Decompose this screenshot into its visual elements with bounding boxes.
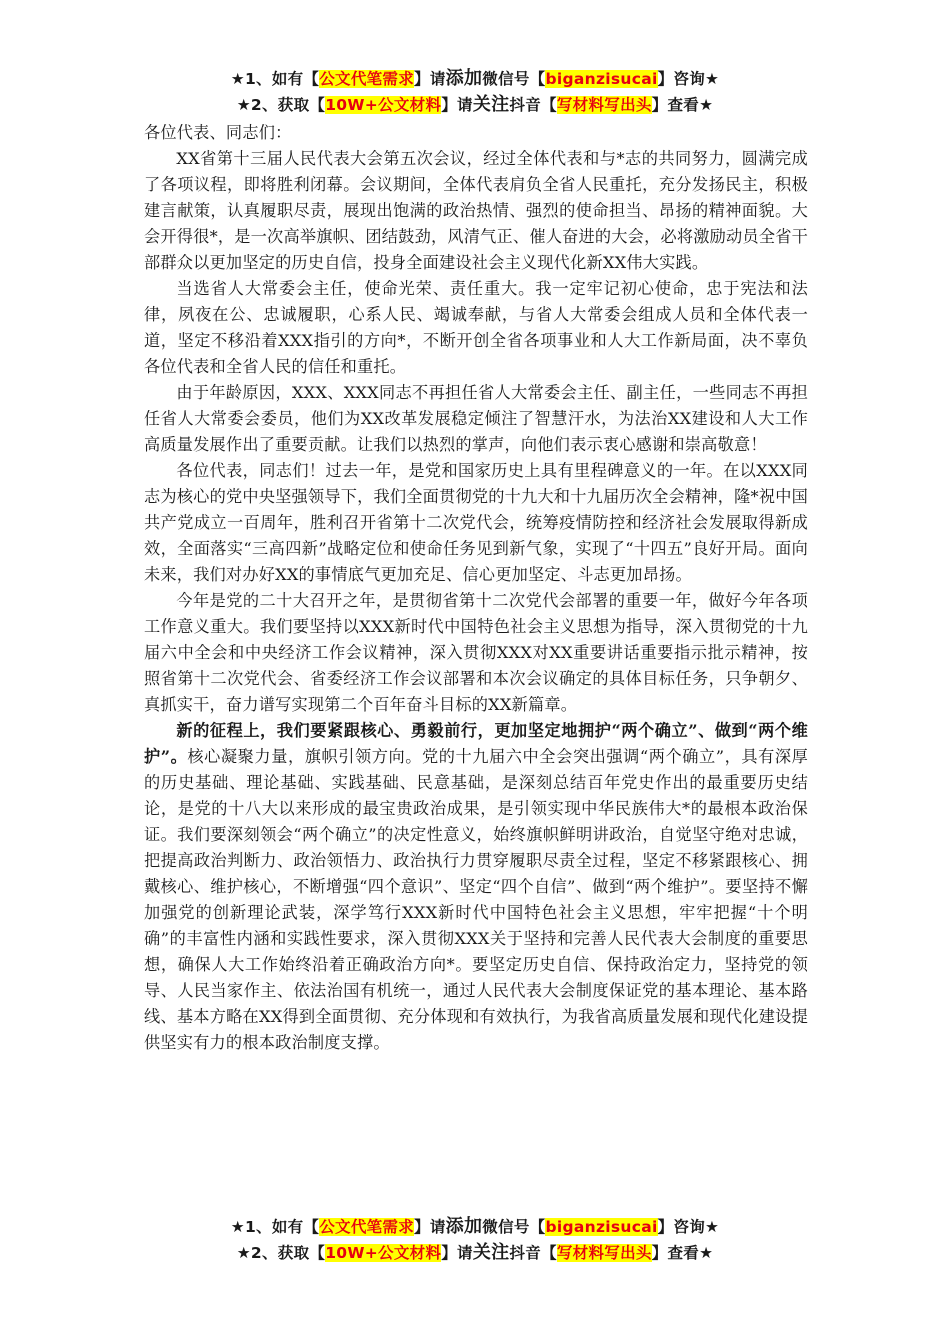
paragraph-this-year: 今年是党的二十大召开之年，是贯彻省第十二次党代会部署的重要一年，做好今年各项工作意义重大。我们要坚持以XXX新时代中国特色社会主义思想为指导，深入贯彻党的十九届六中全会和中央经济工作会议精神，深入贯彻XXX对XX重要讲话重要指示批示精神，按照省第十二次党代会、省委经济工作会议部署和本次会议确定的具体目标任务，只争朝夕、真抓实干，奋力谱写实现第二个百年奋斗目标的XX新篇章。 <box>144 591 808 714</box>
banner-emphasis: 关注 <box>472 94 510 115</box>
banner-emphasis: 添加 <box>445 1216 483 1237</box>
banner-text: 抖音【 <box>509 1244 557 1262</box>
banner-text: 微信号【 <box>482 70 546 88</box>
banner-line-wechat <box>0 66 950 92</box>
highlight-materials: 10W+公文材料 <box>325 1244 442 1262</box>
banner-text: ★1、如有【 <box>230 1218 320 1236</box>
banner-line-douyin <box>0 92 950 118</box>
top-banner <box>0 66 950 118</box>
banner-text: 】请 <box>414 1218 446 1236</box>
banner-text: 】请 <box>414 70 446 88</box>
banner-text: 】咨询★ <box>657 70 720 88</box>
banner-text: ★2、获取【 <box>236 96 326 114</box>
banner-text: ★1、如有【 <box>230 70 320 88</box>
paragraph-closing-session: XX省第十三届人民代表大会第五次会议，经过全体代表和与*志的共同努力，圆满完成了各项议程，即将胜利闭幕。会议期间，全体代表肩负全省人民重托，充分发扬民主，积极建言献策，认真履职尽责，展现出饱满的政治热情、强烈的使命担当、昂扬的精神面貌。大会开得很*，是一次高举旗帜、团结鼓劲，风清气正、催人奋进的大会，必将激励动员全省干部群众以更加坚定的历史自信，投身全面建设社会主义现代化新XX伟大实践。 <box>144 149 808 272</box>
banner-emphasis: 关注 <box>472 1242 510 1263</box>
paragraph-new-journey <box>144 718 808 1056</box>
banner-text: 】咨询★ <box>657 1218 720 1236</box>
highlight-douyin-account: 写材料写出头 <box>556 96 652 114</box>
paragraph-body: 核心凝聚力量，旗帜引领方向。党的十九届六中全会突出强调“两个确立”，具有深厚的历史基础、理论基础、实践基础、民意基础，是深刻总结百年党史作出的最重要历史结论，是党的十八大以来形成的最宝贵政治成果，是引领实现中华民族伟大*的最根本政治保证。我们要深刻领会“两个确立”的决定性意义，始终旗帜鲜明讲政治，自觉坚守绝对忠诚，把提高政治判断力、政治领悟力、政治执行力贯穿履职尽责全过程，坚定不移紧跟核心、拥戴核心、维护核心，不断增强“四个意识”、坚定“四个自信”、做到“两个维护”。要坚持不懈加强党的创新理论武装，深学笃行XXX新时代中国特色社会主义思想，牢牢把握“十个明确”的丰富性内涵和实践性要求，深入贯彻XXX关于坚持和完善人民代表大会制度的重要思想，确保人大工作始终沿着正确政治方向*。要坚定历史自信、保持政治定力，坚持党的领导、人民当家作主、依法治国有机统一，通过人民代表大会制度保证党的基本理论、基本路线、基本方略在XX得到全面贯彻、充分体现和有效执行，为我省高质量发展和现代化建设提供坚实有力的根本政治制度支撑。 <box>144 747 808 1052</box>
banner-text: 抖音【 <box>509 96 557 114</box>
paragraph-past-year: 各位代表，同志们！过去一年，是党和国家历史上具有里程碑意义的一年。在以XXX同志为核心的党中央坚强领导下，我们全面贯彻党的十九大和十九届历次全会精神，隆*祝中国共产党成立一百周年，胜利召开省第十二次党代会，统筹疫情防控和经济社会发展取得新成效，全面落实“三高四新”战略定位和使命任务见到新气象，实现了“十四五”良好开局。面向未来，我们对办好XX的事情底气更加充足、信心更加坚定、斗志更加昂扬。 <box>144 461 808 584</box>
highlight-wechat-id: biganzisucai <box>545 1218 658 1236</box>
banner-text: 】查看★ <box>651 96 714 114</box>
banner-line-douyin <box>0 1240 950 1266</box>
bottom-banner <box>0 1214 950 1266</box>
banner-text: 】请 <box>441 96 473 114</box>
banner-text: 微信号【 <box>482 1218 546 1236</box>
banner-line-wechat <box>0 1214 950 1240</box>
banner-text: 】请 <box>441 1244 473 1262</box>
highlight-douyin-account: 写材料写出头 <box>556 1244 652 1262</box>
highlight-wechat-id: biganzisucai <box>545 70 658 88</box>
paragraph-thanks-retiring: 由于年龄原因，XXX、XXX同志不再担任省人大常委会主任、副主任，一些同志不再担任省人大常委会委员，他们为XX改革发展稳定倾注了智慧汗水，为法治XX建设和人大工作高质量发展作出了重要贡献。让我们以热烈的掌声，向他们表示衷心感谢和崇高敬意！ <box>144 383 808 454</box>
banner-text: ★2、获取【 <box>236 1244 326 1262</box>
paragraph-election-pledge: 当选省人大常委会主任，使命光荣、责任重大。我一定牢记初心使命，忠于宪法和法律，夙夜在公、忠诚履职，心系人民、竭诚奉献，与省人大常委会组成人员和全体代表一道，坚定不移沿着XXX指引的方向*，不断开创全省各项事业和人大工作新局面，决不辜负各位代表和全省人民的信任和重托。 <box>144 279 808 376</box>
highlight-service: 公文代笔需求 <box>319 1218 415 1236</box>
salutation: 各位代表、同志们： <box>144 123 292 142</box>
banner-text: 】查看★ <box>651 1244 714 1262</box>
speech-body <box>144 120 808 1056</box>
highlight-materials: 10W+公文材料 <box>325 96 442 114</box>
paragraph-lead-bold: 新的征程上，我们要紧跟核心、勇毅前行，更加坚定地拥护“两个确立”、做到“两个维护”。 <box>144 721 808 766</box>
banner-emphasis: 添加 <box>445 68 483 89</box>
highlight-service: 公文代笔需求 <box>319 70 415 88</box>
